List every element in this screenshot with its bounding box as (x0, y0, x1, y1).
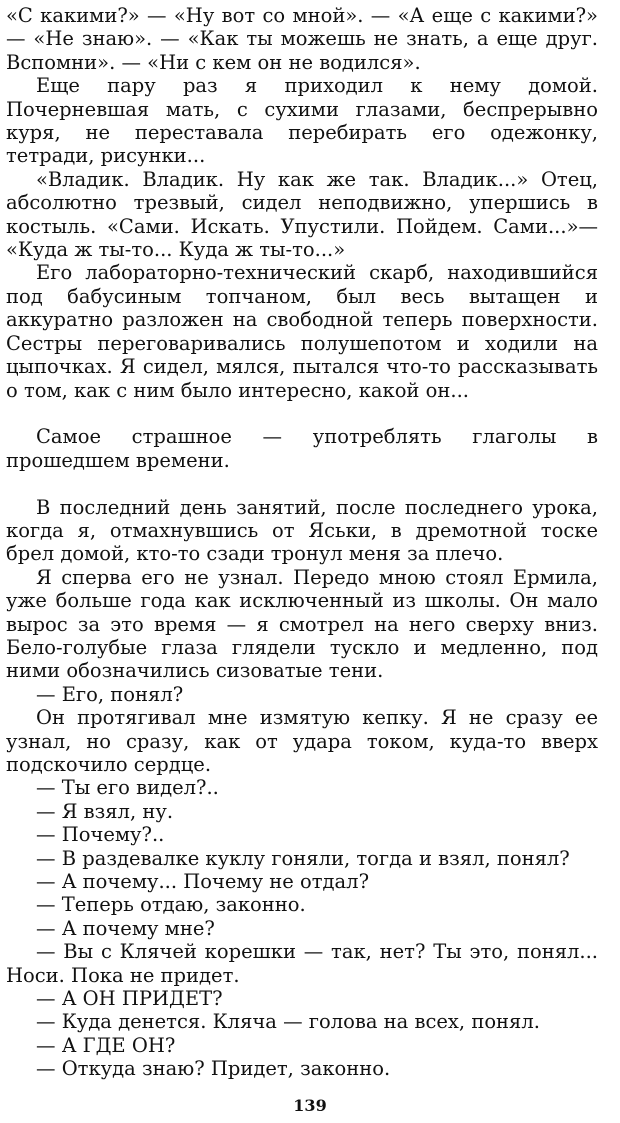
dialogue-line: — Вы с Клячей корешки — так, нет? Ты это, понял... Носи. Пока не придет. (6, 940, 598, 987)
page-number: 139 (293, 1096, 327, 1115)
section-break (6, 472, 598, 495)
dialogue-line: — А ГДЕ ОН? (36, 1033, 176, 1057)
dialogue-line: — Его, понял? (36, 682, 184, 706)
dialogue-line: — В раздевалке куклу гоняли, тогда и взял, понял? (36, 846, 570, 870)
dialogue-line: — Откуда знаю? Придет, законно. (36, 1057, 391, 1081)
paragraph-3: «Владик. Владик. Ну как же так. Владик...» Отец, абсолютно трезвый, сидел неподвижно, упершись в костыль. «Сами. Искать. Упустили. Пойдем. Сами...»— «Куда ж ты-то... Куда ж ты-то...» (6, 167, 598, 262)
paragraph-5: Самое страшное — употреблять глаголы в прошедшем времени. (6, 425, 598, 472)
paragraph-2: Еще пару раз я приходил к нему домой. Почерневшая мать, с сухими глазами, беспрерывно куря, не переставала перебирать его одежонку, тетради, рисунки... (6, 74, 598, 168)
dialogue-line: — А ОН ПРИДЕТ? (36, 987, 223, 1011)
body-text (6, 4, 598, 1081)
dialogue-line: — Почему?.. (36, 823, 165, 847)
dialogue-line: — Куда денется. Кляча — голова на всех, понял. (36, 1010, 540, 1034)
paragraph-1: «С какими?» — «Ну вот со мной». — «А еще с какими?» — «Не знаю». — «Как ты можешь не знать, а еще друг. Вспомни». — «Ни с кем он не водился». (6, 4, 598, 74)
dialogue-line: — А почему... Почему не отдал? (36, 870, 370, 893)
paragraph-7: Я сперва его не узнал. Передо мною стоял Ермила, уже больше года как исключенный из школы. Он мало вырос за это время — я смотрел на него сверху вниз. Бело-голубые глаза глядели тускло и медленно, под ними обозначились сизоватые тени. (6, 565, 598, 683)
section-break (6, 402, 598, 425)
dialogue-line: — Я взял, ну. (36, 799, 174, 823)
paragraph-8: Он протягивал мне измятую кепку. Я не сразу ее узнал, но сразу, как от удара током, куда-то вверх подскочило сердце. (6, 706, 598, 776)
paragraph-6: В последний день занятий, после последнего урока, когда я, отмахнувшись от Яськи, в дремотной тоске брел домой, кто-то сзади тронул меня за плечо. (6, 495, 598, 566)
dialogue-line: — Теперь отдаю, законно. (36, 893, 306, 917)
dialogue-line: — А почему мне? (36, 916, 215, 940)
paragraph-4: Его лабораторно-технический скарб, находившийся под бабусиным топчаном, был весь вытащен и аккуратно разложен на свободной теперь поверхности. Сестры переговаривались полушепотом и ходили на цыпочках. Я сидел, мялся, пытался что-то рассказывать о том, как с ним было интересно, какой он... (6, 261, 598, 402)
dialogue-line: — Ты его видел?.. (36, 776, 219, 800)
